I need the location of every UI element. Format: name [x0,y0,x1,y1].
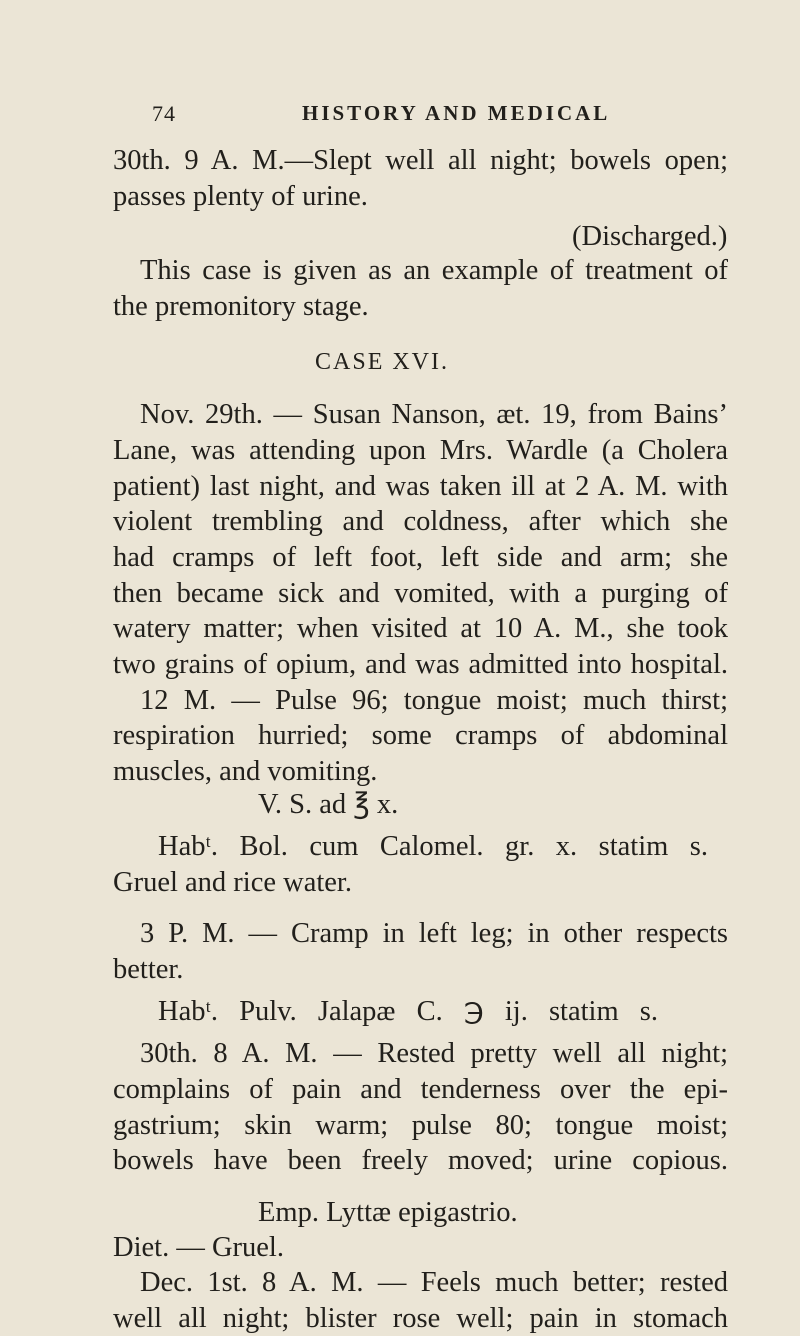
running-title: HISTORY AND MEDICAL [302,101,611,125]
prescription-line: Habᵗ. Bol. cum Calomel. gr. x. statim s. [158,831,708,862]
text-line: Gruel and rice water. [113,867,352,898]
page-number: 74 [152,101,176,126]
text-line: 30th. 9 A. M.—Slept well all night; bowels open; [113,145,728,176]
text-line: bowels have been freely moved; urine copious. [113,1145,728,1176]
text-line: then became sick and vomited, with a purging of [113,578,728,609]
text-line: two grains of opium, and was admitted into hospital. [113,649,728,680]
text-line: respiration hurried; some cramps of abdominal [113,720,728,751]
text-line: passes plenty of urine. [113,181,368,212]
prescription-line: Habᵗ. Pulv. Jalapæ C. ℈ ij. statim s. [158,996,658,1027]
case-heading: CASE XVI. [315,349,450,375]
text-line: Dec. 1st. 8 A. M. — Feels much better; rested [140,1267,728,1298]
text-line: Diet. — Gruel. [113,1232,284,1263]
text-line: violent trembling and coldness, after which she [113,506,728,537]
prescription-line: Emp. Lyttæ epigastrio. [258,1197,518,1228]
text-line: 3 P. M. — Cramp in left leg; in other respects [140,918,728,949]
prescription-line: V. S. ad ℥ x. [258,789,399,820]
text-line: complains of pain and tenderness over the epi- [113,1074,728,1105]
text-line: watery matter; when visited at 10 A. M., she took [113,613,728,644]
text-line: 12 M. — Pulse 96; tongue moist; much thirst; [140,685,728,716]
text-line: the premonitory stage. [113,291,369,322]
text-line: 30th. 8 A. M. — Rested pretty well all night; [140,1038,728,1069]
text-line: gastrium; skin warm; pulse 80; tongue moist; [113,1110,728,1141]
text-line: Lane, was attending upon Mrs. Wardle (a Cholera [113,435,728,466]
text-line: muscles, and vomiting. [113,756,378,787]
text-line: Nov. 29th. — Susan Nanson, æt. 19, from Bains’ [140,399,728,430]
text-line: well all night; blister rose well; pain in stomach [113,1303,728,1334]
discharged-note: (Discharged.) [572,221,728,252]
text-line: This case is given as an example of treatment of [140,255,728,286]
text-line: better. [113,954,184,985]
text-line: had cramps of left foot, left side and arm; she [113,542,728,573]
text-line: patient) last night, and was taken ill at 2 A. M. with [113,471,728,502]
page-header [0,101,800,131]
